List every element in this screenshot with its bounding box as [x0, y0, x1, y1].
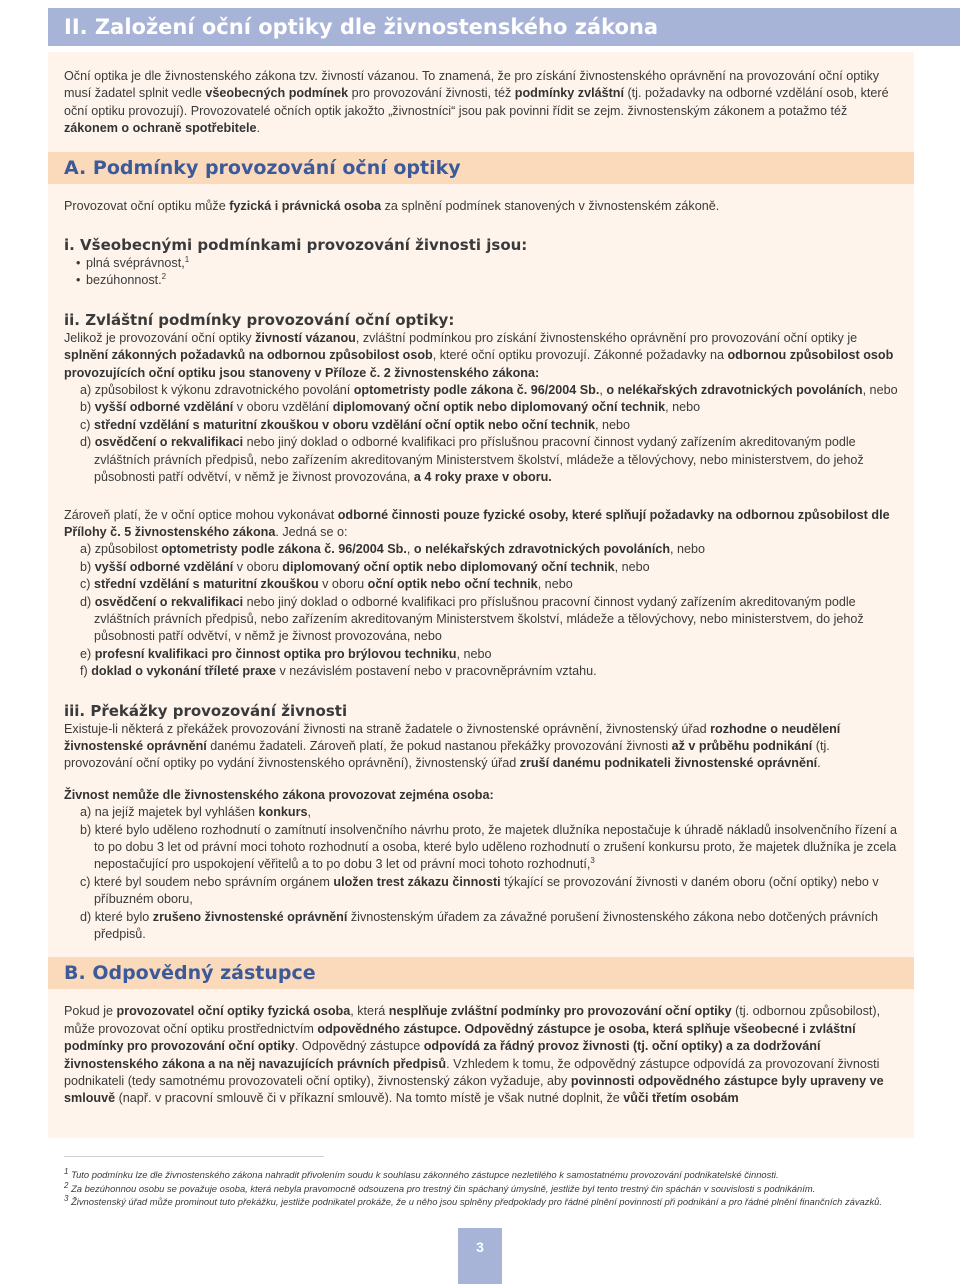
content-panel [48, 52, 914, 1138]
professional-qualification-list [64, 541, 900, 680]
list-item: a) způsobilost k výkonu zdravotnického povolání optometristy podle zákona č. 96/2004 Sb., o nelékařských zdravotnických povoláních, nebo [80, 383, 898, 398]
subsection-iii-heading: iii. Překážky provozování živnosti [64, 701, 348, 720]
list-item: a) způsobilost optometristy podle zákona č. 96/2004 Sb., o nelékařských zdravotnických povoláních, nebo [80, 542, 706, 557]
responsible-representative-paragraph: Pokud je provozovatel oční optiky fyzická osoba, která nesplňuje zvláštní podmínky pro provozování oční optiky (tj. odbornou způsobilost), může provozovat oční optiku prostřednictvím odpovědného zástupce. Odpovědný zástupce je osoba, která splňuje všeobecné i zvláštní podmínky pro provozování oční optiky. Odpovědný zástupce odpovídá za řádný provoz živnosti (tj. oční optiky) a za dodržování živnostenského zákona a na něj navazujících právních předpisů. Vzhledem k tomu, že odpovědný zástupce odpovídá za provozovaní živnosti podnikateli (tedy samotnému provozovateli oční optiky), živnostenský zákon vyžaduje, aby povinnosti odpovědného zástupce byly upraveny ve smlouvě (např. v pracovní smlouvě či v příkazní smlouvě). Na tomto místě je však nutné doplnit, že vůči třetím osobám [64, 1004, 884, 1106]
special-conditions-paragraph: Jelikož je provozování oční optiky živností vázanou, zvláštní podmínkou pro získání živnostenského oprávnění pro provozování oční optiky je splnění zákonných požadavků na odbornou způsobilost osob, které oční optiku provozují. Zákonné požadavky na odbornou způsobilost osob provozujících oční optiku jsou stanoveny v Příloze č. 2 živnostenského zákona: [64, 330, 894, 380]
footnote-2: $^2$ Za bezúhonnou osobu se považuje osoba, která nebyla pravomocně odsouzena pro trestný čin spáchaný úmyslně, jestliže byl tento trestný čin spáchán v souvislosti s podnikáním. [64, 1180, 816, 1194]
list-item: d) osvědčení o rekvalifikaci nebo jiný doklad o odborné kvalifikaci pro příslušnou pracovní činnost vydaný zařízením akreditovaným podle zvláštních právních předpisů, nebo zařízením akreditovaným Ministerstvem školství, mládeže a tělovýchovy, nebo ministerstvem, do jehož působnosti patří odvětví, v němž je živnost provozována, nebo [80, 594, 864, 644]
footnote-3: $^3$ Živnostenský úřad může prominout tuto překážku, jestliže podnikatel prokáže, že u něho jsou splněny předpoklady pro řádné plnění povinností při podnikání a pro řádné plnění finančních závazků. [64, 1194, 882, 1208]
list-item: c) které byl soudem nebo správním orgánem uložen trest zákazu činnosti týkající se provozování živnosti v daném oboru (oční optiky) nebo v příbuzném oboru, [80, 874, 879, 907]
obstacles-paragraph: Existuje-li některá z překážek provozování živnosti na straně žadatele o živnostenské oprávnění, živnostenský úřad rozhodne o neudělení živnostenské oprávnění danému žadateli. Zároveň platí, že pokud nastanou překážky provozování živnosti až v průběhu podnikání (tj. provozování oční optiky po vydání živnostenského oprávnění), živnostenský úřad zruší danému podnikateli živnostenské oprávnění. [64, 721, 841, 771]
list-item: b) vyšší odborné vzdělání v oboru vzdělání diplomovaný oční optik nebo diplomovaný oční technik, nebo [80, 400, 701, 415]
chapter-title: II. Založení oční optiky dle živnostenského zákona [64, 15, 659, 39]
section-b-title: B. Odpovědný zástupce [48, 957, 914, 989]
footnote-divider [64, 1156, 324, 1157]
list-item: f) doklad o vykonání tříleté praxe v nezávislém postavení nebo v pracovněprávním vztahu. [80, 664, 597, 679]
subsection-ii-heading: ii. Zvláštní podmínky provozování oční optiky: [64, 310, 455, 329]
list-item: c) střední vzdělání s maturitní zkouškou v oboru oční optik nebo oční technik, nebo [80, 577, 573, 592]
footnotes [64, 1168, 894, 1209]
list-item: b) které bylo uděleno rozhodnutí o zamítnutí insolvenčního návrhu proto, že majetek dlužníka nepostačuje k úhradě nákladů insolvenčního řízení a to po dobu 3 let od právní moci tohoto rozhodnutí a osoba, které bylo uděleno rozhodnutí o zrušení konkursu proto, že majetek dlužníka je zcela nepostačující pro uspokojení věřitelů a to po dobu 3 let od právní moci tohoto rozhodnutí,$^3$ [80, 822, 898, 872]
section-a-lead: Provozovat oční optiku může fyzická i právnická osoba za splnění podmínek stanovených v živnostenském zákoně. [64, 198, 720, 213]
list-item: b) vyšší odborné vzdělání v oboru diplomovaný oční optik nebo diplomovaný oční technik, nebo [80, 559, 650, 574]
list-item: e) profesní kvalifikaci pro činnost optika pro brýlovou techniku, nebo [80, 646, 492, 661]
subsection-i-heading: i. Všeobecnými podmínkami provozování živnosti jsou: [64, 236, 528, 255]
obstacles-lead: Živnost nemůže dle živnostenského zákona provozovat zejména osoba: [64, 787, 494, 802]
obstacles-list [64, 804, 900, 943]
section-a-title: A. Podmínky provozování oční optiky [48, 152, 914, 184]
intro-paragraph: Oční optika je dle živnostenského zákona tzv. živností vázanou. To znamená, že pro získání živnostenského oprávnění na provozování oční optiky musí žadatel splnit vedle všeobecných podmínek pro provozování živnosti, též podmínky zvláštní (tj. požadavky na odborné vzdělání osob, které oční optiku provozují). Provozovatelé očních optik jakožto „živnostníci“ jsou pak povinni řídit se zejm. živnostenským zákonem a potažmo též zákonem o ochraně spotřebitele. [64, 69, 889, 136]
list-item: c) střední vzdělání s maturitní zkouškou v oboru vzdělání oční optik nebo oční technik, nebo [80, 417, 631, 432]
list-item: d) osvědčení o rekvalifikaci nebo jiný doklad o odborné kvalifikaci pro příslušnou pracovní činnost vydaný zařízením akreditovaným podle zvláštních právních předpisů, nebo zařízením akreditovaným Ministerstvem školství, mládeže a tělovýchovy, nebo ministerstvem, do jehož působnosti patří odvětví, v němž je živnost provozována, a 4 roky praxe v oboru. [80, 435, 864, 485]
chapter-header-band [48, 8, 960, 46]
page-number: 3 [458, 1228, 502, 1284]
list-item: • bezúhonnost.$^2$ [86, 272, 900, 289]
list-item: d) které bylo zrušeno živnostenské oprávnění živnostenským úřadem za závažné porušení živnostenského zákona nebo dotčených právních předpisů. [80, 909, 879, 942]
list-item: • plná svéprávnost,$^1$ [86, 255, 900, 272]
list-item: a) na jejíž majetek byl vyhlášen konkurs, [80, 805, 311, 820]
professional-activity-paragraph: Zároveň platí, že v oční optice mohou vykonávat odborné činnosti pouze fyzické osoby, které splňují požadavky na odbornou způsobilost dle Přílohy č. 5 živnostenského zákona. Jedná se o: [64, 507, 890, 539]
qualification-list [64, 382, 900, 486]
general-conditions-list [64, 255, 900, 290]
footnote-1: $^1$ Tuto podmínku lze dle živnostenského zákona nahradit přivolením soudu k souhlasu zákonného zástupce nezletilého k samostatnému provozování podnikatelské činnosti. [64, 1166, 779, 1180]
